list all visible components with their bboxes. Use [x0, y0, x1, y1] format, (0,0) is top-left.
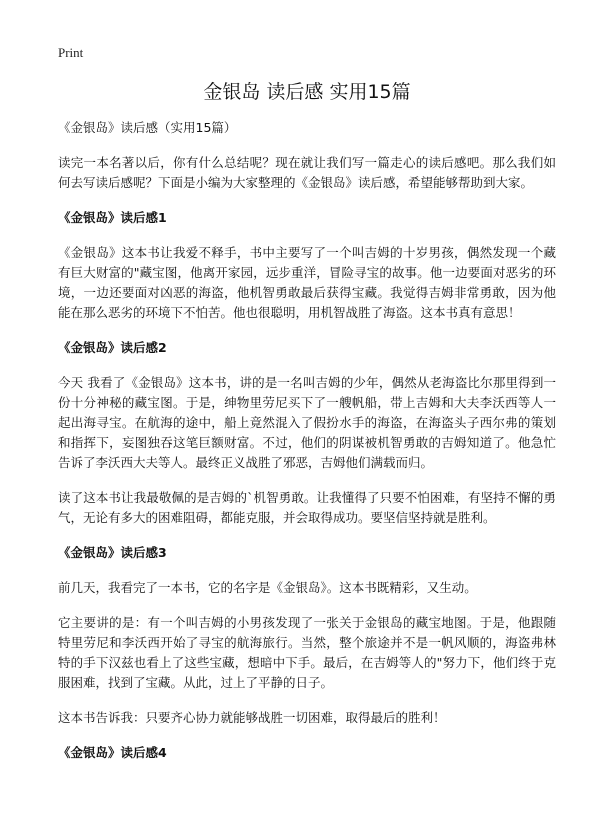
section-2	[58, 338, 556, 528]
section-heading: 《金银岛》读后感3	[58, 545, 167, 560]
section-heading: 《金银岛》读后感4	[58, 745, 167, 760]
section-paragraph: 读了这本书让我最敬佩的是吉姆的`机智勇敢。让我懂得了只要不怕困难，有坚持不懈的勇气，无论有多大的困难阻碍，都能克服，并会取得成功。要坚信坚持就是胜利。	[58, 490, 556, 525]
section-1	[58, 208, 556, 323]
intro-paragraph: 读完一本名著以后，你有什么总结呢？现在就让我们写一篇走心的读后感吧。那么我们如何去写读后感呢？下面是小编为大家整理的《金银岛》读后感，希望能够帮助到大家。	[58, 155, 556, 190]
section-heading: 《金银岛》读后感1	[58, 210, 167, 225]
document-subtitle: 《金银岛》读后感（实用15篇）	[58, 120, 237, 135]
document-body	[58, 118, 556, 778]
section-paragraph: 《金银岛》这本书让我爱不释手，书中主要写了一个叫吉姆的十岁男孩，偶然发现一个藏有巨大财富的"藏宝图，他离开家园，远步重洋，冒险寻宝的故事。他一边要面对恶劣的环境，一边还要面对凶恶的海盗，他机智勇敢最后获得宝藏。我觉得吉姆非常勇敢，因为他能在那么恶劣的环境下不怕苦。他也很聪明，用机智战胜了海盗。这本书真有意思！	[58, 245, 556, 320]
section-heading: 《金银岛》读后感2	[58, 340, 167, 355]
section-paragraph: 这本书告诉我：只要齐心协力就能够战胜一切困难，取得最后的胜利！	[58, 710, 446, 725]
print-link[interactable]: Print	[58, 45, 84, 60]
section-paragraph: 今天 我看了《金银岛》这本书，讲的是一名叫吉姆的少年，偶然从老海盗比尔那里得到一份十分神秘的藏宝图。于是，绅物里劳尼买下了一艘帆船，带上吉姆和大夫李沃西等人一起出海寻宝。在航海的途中，船上竟然混入了假扮水手的海盗，在海盗头子西尔弗的策划和指挥下，妄图独吞这笔巨额财富。不过，他们的阴谋被机智勇敢的吉姆知道了。他急忙告诉了李沃西大夫等人。最终正义战胜了邪恶，吉姆他们满载而归。	[58, 375, 556, 470]
section-3	[58, 543, 556, 728]
section-4	[58, 743, 556, 763]
page-title: 金银岛 读后感 实用15篇	[203, 81, 411, 103]
section-paragraph: 前几天，我看完了一本书，它的名字是《金银岛》。这本书既精彩，又生动。	[58, 580, 477, 595]
section-paragraph: 它主要讲的是：有一个叫吉姆的小男孩发现了一张关于金银岛的藏宝地图。于是，他跟随特里劳尼和李沃西开始了寻宝的航海旅行。当然，整个旅途并不是一帆风顺的，海盗弗林特的手下汉兹也看上了这些宝藏，想暗中下手。最后，在吉姆等人的"努力下，他们终于克服困难，找到了宝藏。从此，过上了平静的日子。	[58, 615, 556, 690]
